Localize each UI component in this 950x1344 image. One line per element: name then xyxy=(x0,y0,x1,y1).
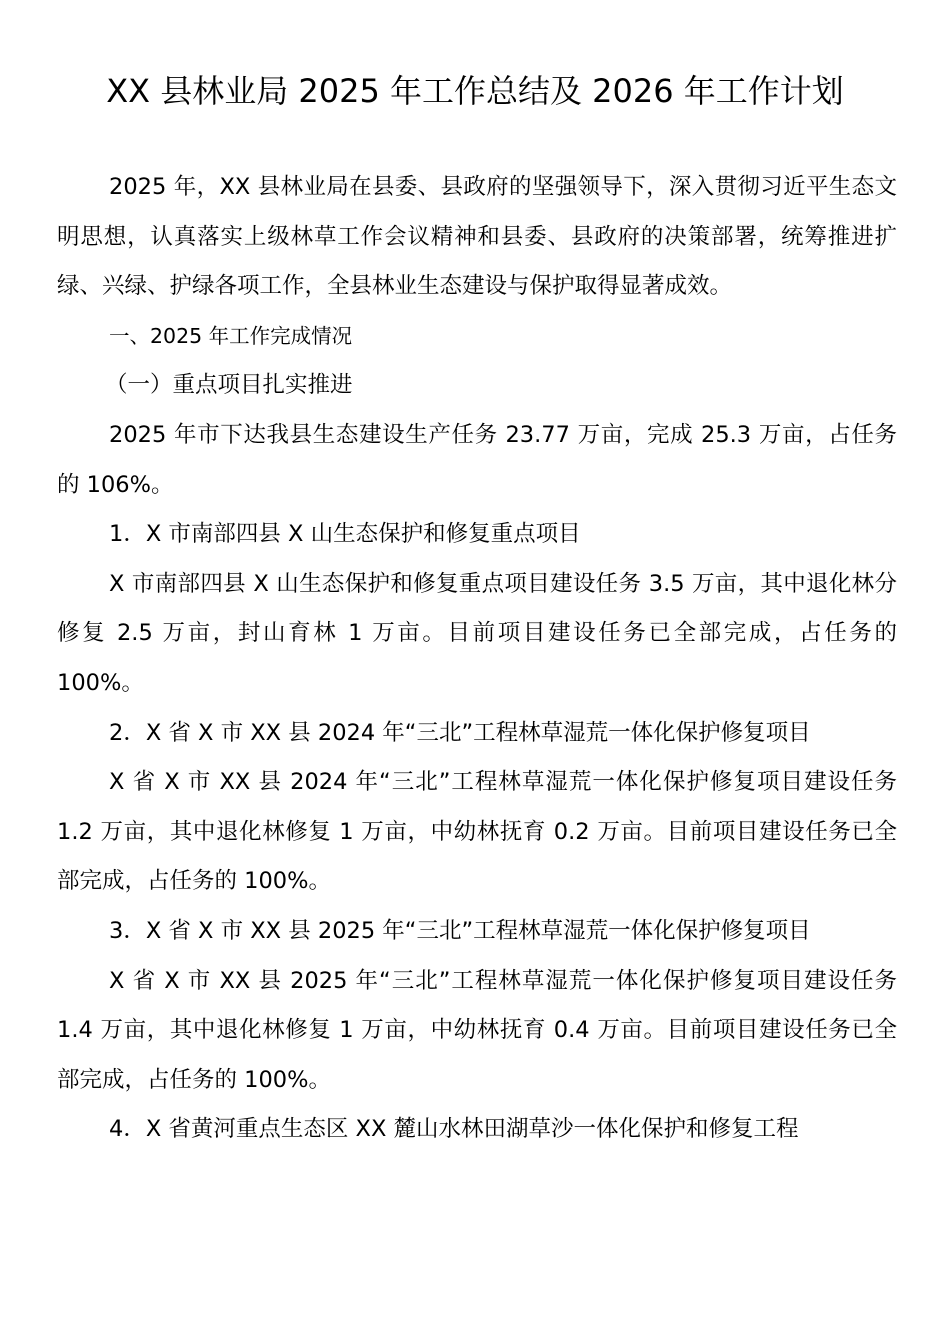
document-title: XX 县林业局 2025 年工作总结及 2026 年工作计划 xyxy=(106,72,844,110)
project-heading-2: 2．X 省 X 市 XX 县 2024 年“三北”工程林草湿荒一体化保护修复项目 xyxy=(109,719,811,746)
project-paragraph-1: X 市南部四县 X 山生态保护和修复重点项目建设任务 3.5 万亩，其中退化林分修复 2.5 万亩，封山育林 1 万亩。目前项目建设任务已全部完成，占任务的 100%。 xyxy=(57,570,897,696)
project-heading-3: 3．X 省 X 市 XX 县 2025 年“三北”工程林草湿荒一体化保护修复项目 xyxy=(109,917,811,944)
summary-paragraph: 2025 年市下达我县生态建设生产任务 23.77 万亩，完成 25.3 万亩，占任务的 106%。 xyxy=(57,421,897,498)
project-paragraph-2: X 省 X 市 XX 县 2024 年“三北”工程林草湿荒一体化保护修复项目建设任务 1.2 万亩，其中退化林修复 1 万亩，中幼林抚育 0.2 万亩。目前项目建设任务已全部完成，占任务的 100%。 xyxy=(57,769,897,895)
document-body xyxy=(57,163,897,1155)
project-heading-1: 1．X 市南部四县 X 山生态保护和修复重点项目 xyxy=(109,521,581,548)
subsection-heading-key-projects: （一）重点项目扎实推进 xyxy=(105,372,353,399)
project-paragraph-3: X 省 X 市 XX 县 2025 年“三北”工程林草湿荒一体化保护修复项目建设任务 1.4 万亩，其中退化林修复 1 万亩，中幼林抚育 0.4 万亩。目前项目建设任务已全部完成，占任务的 100%。 xyxy=(57,967,897,1093)
intro-paragraph: 2025 年，XX 县林业局在县委、县政府的坚强领导下，深入贯彻习近平生态文明思想，认真落实上级林草工作会议精神和县委、县政府的决策部署，统筹推进扩绿、兴绿、护绿各项工作，全县林业生态建设与保护取得显著成效。 xyxy=(57,174,897,300)
section-heading-2025-work: 一、2025 年工作完成情况 xyxy=(109,323,353,348)
project-heading-4: 4．X 省黄河重点生态区 XX 麓山水林田湖草沙一体化保护和修复工程 xyxy=(109,1116,799,1143)
